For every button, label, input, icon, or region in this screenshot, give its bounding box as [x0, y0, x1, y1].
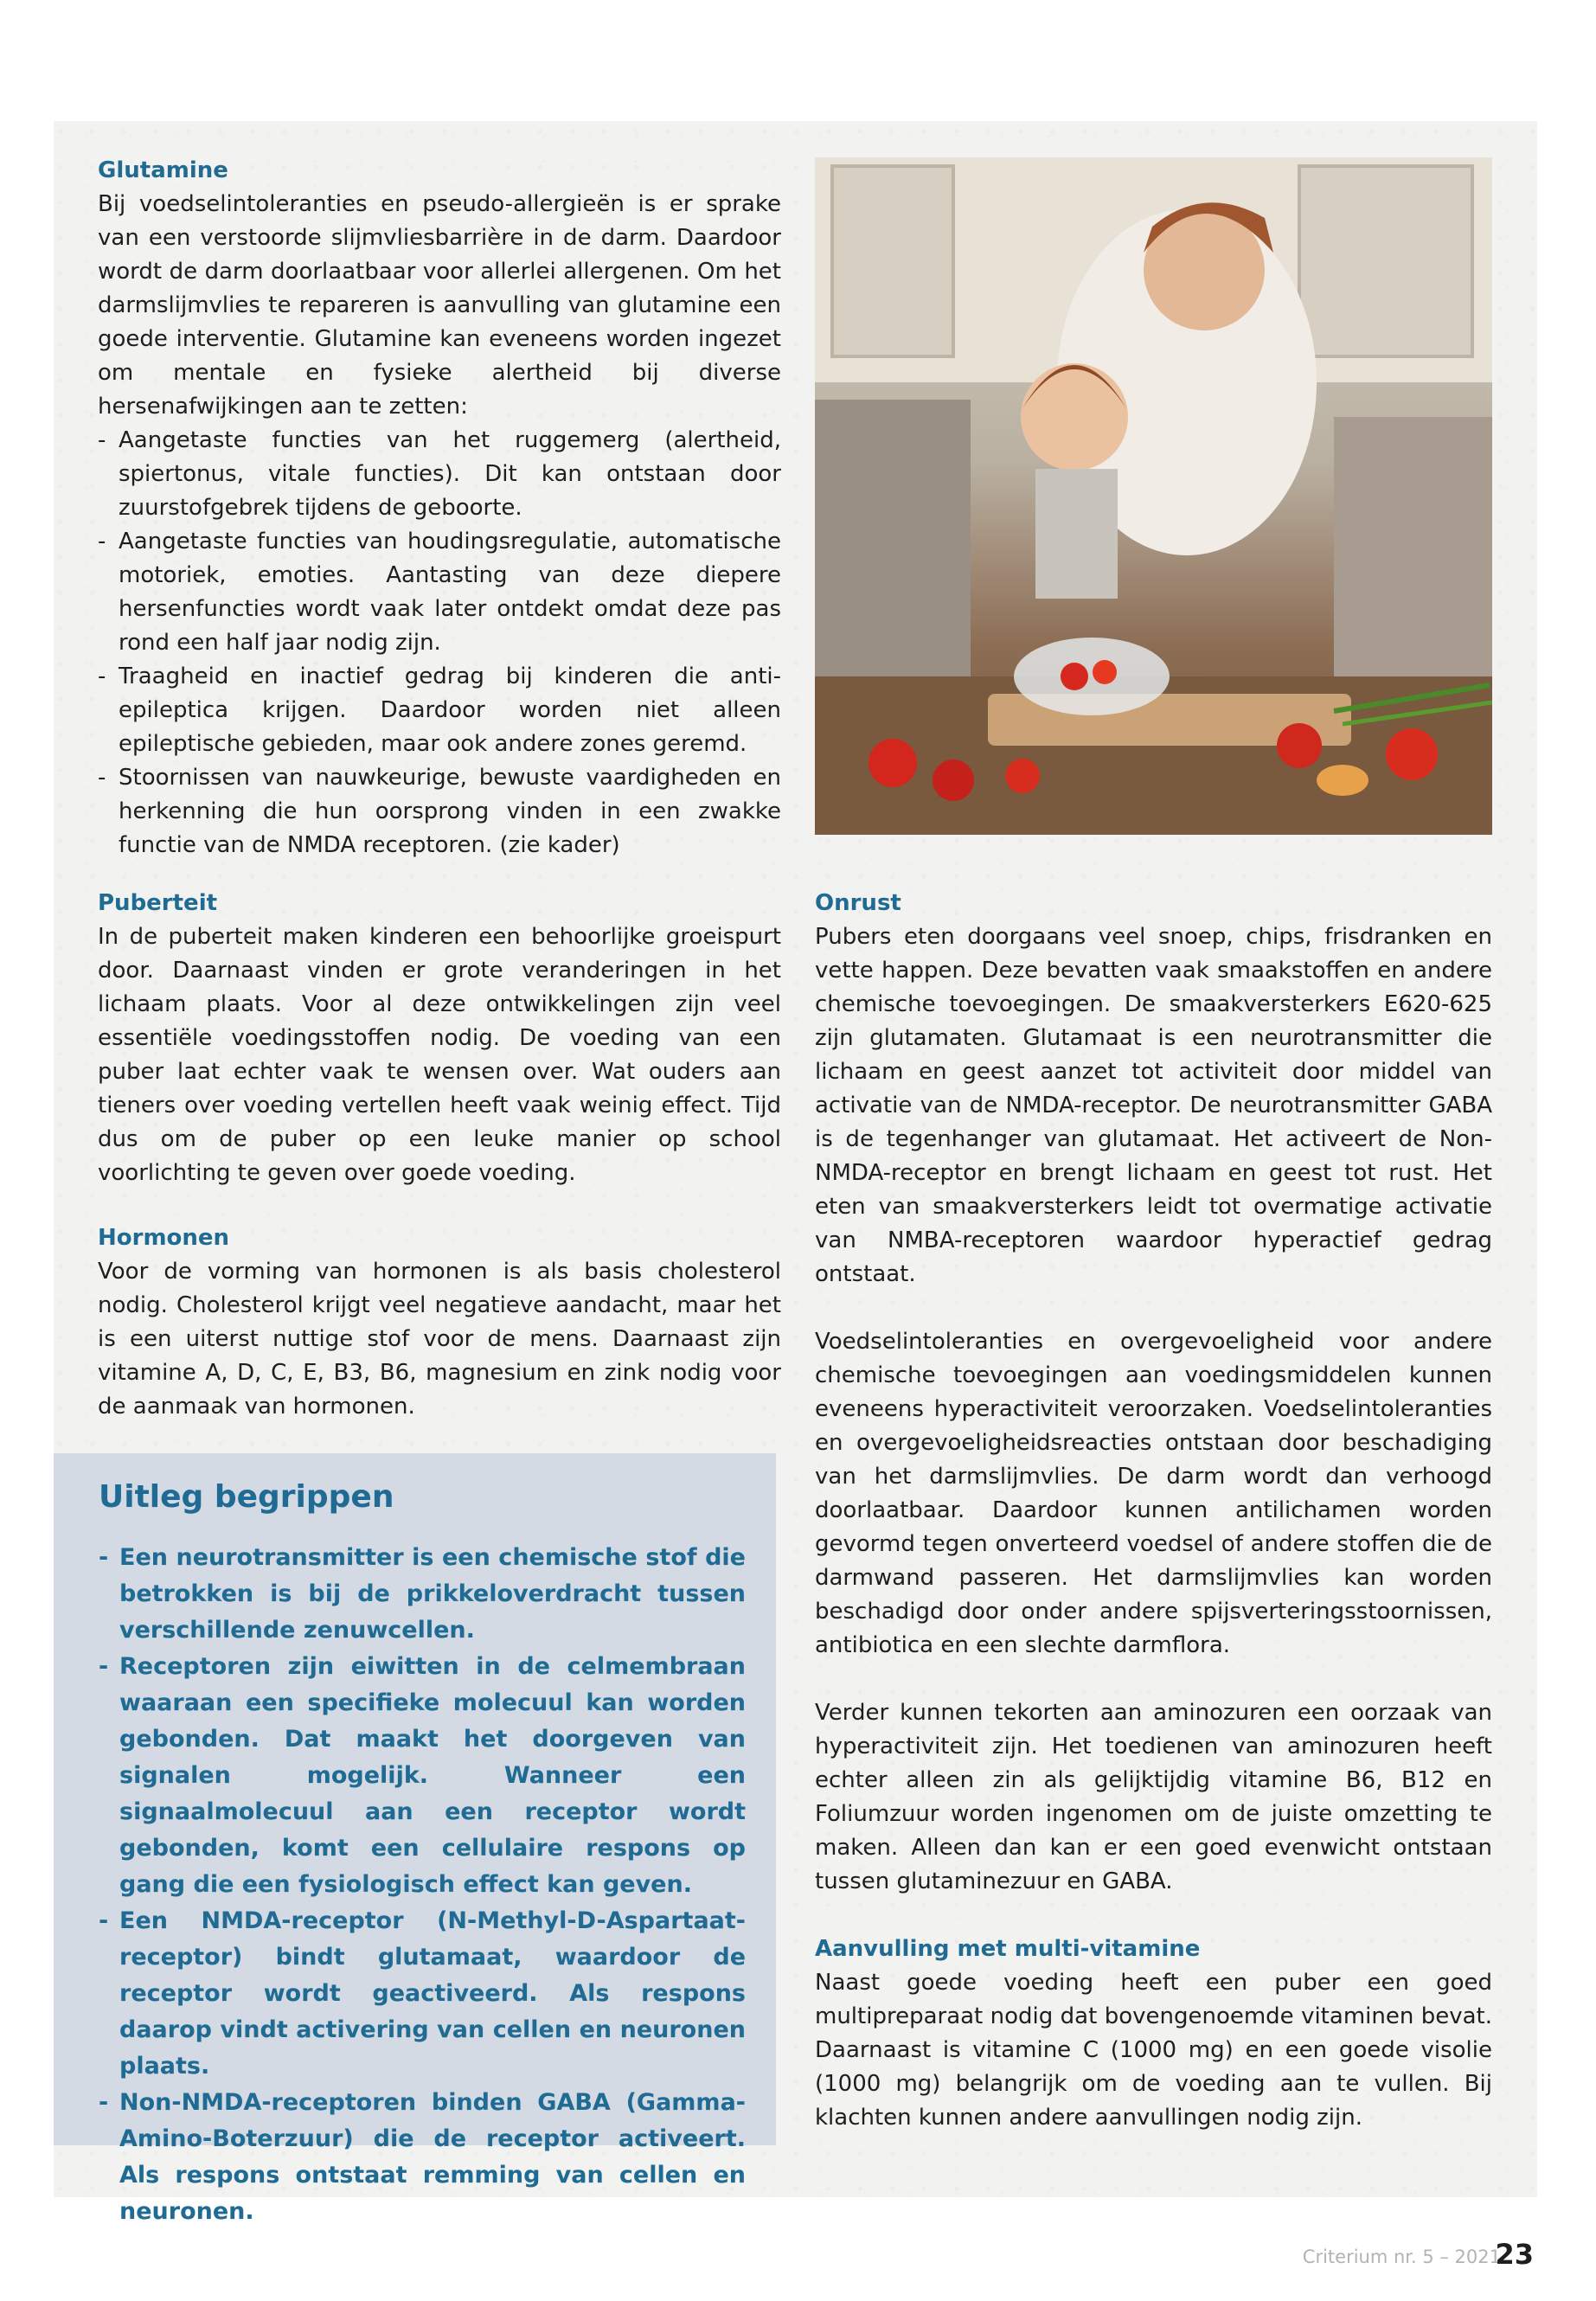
onrust-section: [815, 887, 1492, 2135]
hormonen-text: Voor de vorming van hormonen is als basis cholesterol nodig. Cholesterol krijgt veel negatieve aandacht, maar het is een uiterst nuttige stof voor de mens. Daarnaast zijn vitamine A, D, C, E, B3, B6, magnesium en zink nodig voor de aanmaak van hormonen.: [98, 1259, 781, 1420]
list-item: - Een neurotransmitter is een chemische stof die betrokken is bij de prikkeloverdracht tussen verschillende zenuwcellen.: [99, 1540, 746, 1649]
list-item: - Aangetaste functies van houdingsregulatie, automatische motoriek, emoties. Aantasting van deze diepere hersenfuncties wordt vaak later ontdekt omdat deze pas rond een half jaar nodig zijn.: [98, 525, 781, 660]
glutamine-heading: Glutamine: [98, 157, 228, 183]
list-item: - Stoornissen van nauwkeurige, bewuste vaardigheden en herkenning die hun oorsprong vinden in een zwakke functie van de NMDA receptoren. (zie kader): [98, 761, 781, 862]
list-item: - Een NMDA-receptor (N-Methyl-D-Aspartaat-receptor) bindt glutamaat, waardoor de receptor wordt geactiveerd. Als respons daarop vindt activering van cellen en neuronen plaats.: [99, 1903, 746, 2085]
list-item: - Non-NMDA-receptoren binden GABA (Gamma-Amino-Boterzuur) die de receptor activeert. Als respons ontstaat remming van cellen en neuronen.: [99, 2085, 746, 2230]
puberteit-heading: Puberteit: [98, 890, 218, 916]
onrust-p1: Pubers eten doorgaans veel snoep, chips, frisdranken en vette happen. Deze bevatten vaak smaakstoffen en andere chemische toevoegingen. De smaakversterkers E620-625 zijn glutamaten. Glutamaat is een neurotransmitter die lichaam en geest aanzet tot activiteit door middel van activatie van de NMDA-receptor. De neurotransmitter GABA is de tegenhanger van glutamaat. Het activeert de Non-NMDA-receptor en brengt lichaam en geest tot rust. Het eten van smaakversterkers leidt tot overmatige activatie van NMBA-receptoren waardoor hyperactief gedrag ontstaat.: [815, 924, 1492, 1287]
page-number: 23: [1495, 2238, 1534, 2271]
uitleg-title: Uitleg begrippen: [99, 1479, 394, 1515]
hormonen-heading: Hormonen: [98, 1225, 230, 1251]
uitleg-begrippen-box: [54, 1453, 776, 2225]
hormonen-section: [98, 1221, 781, 1424]
list-item: - Traagheid en inactief gedrag bij kinderen die anti-epileptica krijgen. Daardoor worden niet alleen epileptische gebieden, maar ook andere zones geremd.: [98, 660, 781, 761]
cooking-illustration: [815, 157, 1492, 835]
kitchen-photo: [815, 157, 1492, 835]
aanvulling-heading: Aanvulling met multi-vitamine: [815, 1936, 1201, 1962]
list-item: - Aangetaste functies van het ruggemerg (alertheid, spiertonus, vitale functies). Dit kan ontstaan door zuurstofgebrek tijdens de geboorte.: [98, 424, 781, 525]
onrust-p3: Verder kunnen tekorten aan aminozuren een oorzaak van hyperactiviteit zijn. Het toedienen van aminozuren heeft echter alleen zin als gelijktijdig vitamine B6, B12 en Foliumzuur worden ingenomen om de juiste omzetting te maken. Alleen dan kan er een goed evenwicht ontstaan tussen glutaminezuur en GABA.: [815, 1700, 1492, 1894]
list-item: - Receptoren zijn eiwitten in de celmembraan waaraan een specifieke molecuul kan worden gebonden. Dat maakt het doorgeven van signalen mogelijk. Wanneer een signaalmolecuul aan een receptor wordt gebonden, komt een cellulaire respons op gang die een fysiologisch effect kan geven.: [99, 1649, 746, 1903]
uitleg-list: [99, 1540, 746, 2230]
onrust-heading: Onrust: [815, 890, 901, 916]
publication-info: Criterium nr. 5 – 2021: [1302, 2247, 1501, 2267]
onrust-p2: Voedselintoleranties en overgevoeligheid voor andere chemische toevoegingen aan voedingsmiddelen kunnen eveneens hyperactiviteit veroorzaken. Voedselintoleranties en overgevoeligheidsreacties ontstaan door beschadiging van het darmslijmvlies. De darm wordt dan verhoogd doorlaatbaar. Daardoor kunnen antilichamen worden gevormd tegen onverteerd voedsel of andere stoffen die de darmwand passeren. Het darmslijmvlies kan worden beschadigd door onder andere spijsverteringsstoornissen, antibiotica en een slechte darmflora.: [815, 1329, 1492, 1658]
puberteit-section: [98, 887, 781, 1190]
glutamine-section: [98, 154, 781, 862]
puberteit-text: In de puberteit maken kinderen een behoorlijke groeispurt door. Daarnaast vinden er grote veranderingen in het lichaam plaats. Voor al deze ontwikkelingen zijn veel essentiële voedingsstoffen nodig. De voeding van een puber laat echter vaak te wensen over. Wat ouders aan tieners over voeding vertellen heeft vaak weinig effect. Tijd dus om de puber op een leuke manier op school voorlichting te geven over goede voeding.: [98, 924, 781, 1186]
glutamine-list: [98, 424, 781, 862]
aanvulling-text: Naast goede voeding heeft een puber een goed multipreparaat nodig dat bovengenoemde vitaminen bevat. Daarnaast is vitamine C (1000 mg) en een goede visolie (1000 mg) belangrijk om de voeding aan te vullen. Bij klachten kunnen andere aanvullingen nodig zijn.: [815, 1970, 1492, 2131]
glutamine-intro: Bij voedselintoleranties en pseudo-allergieën is er sprake van een verstoorde slijmvliesbarrière in de darm. Daardoor wordt de darm doorlaatbaar voor allerlei allergenen. Om het darmslijmvlies te repareren is aanvulling van glutamine een goede interventie. Glutamine kan eveneens worden ingezet om mentale en fysieke alertheid bij diverse hersenafwijkingen aan te zetten:: [98, 191, 781, 420]
